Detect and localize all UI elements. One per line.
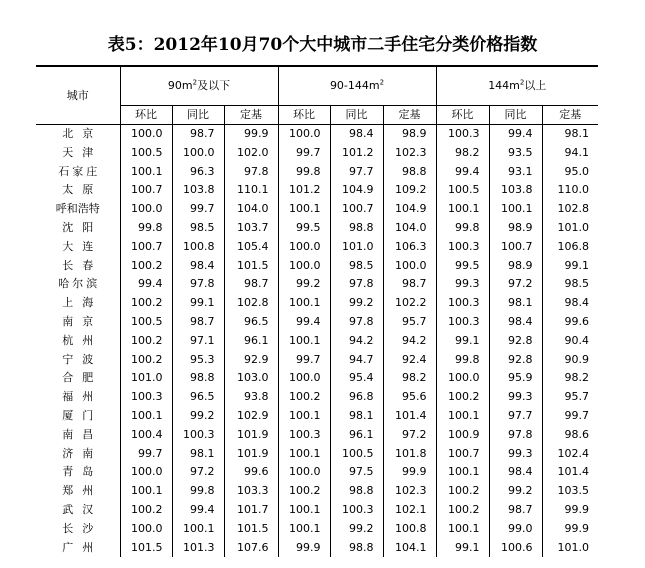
value-cell: 101.5	[120, 539, 172, 558]
value-cell: 98.2	[383, 369, 436, 388]
value-cell: 98.8	[330, 219, 383, 238]
table-row	[36, 313, 598, 332]
value-cell: 99.1	[436, 539, 489, 558]
table-row	[36, 125, 598, 144]
value-cell: 98.9	[383, 125, 436, 144]
value-cell: 104.1	[383, 539, 436, 558]
value-cell: 98.1	[489, 294, 542, 313]
price-index-table	[36, 65, 598, 557]
header-row-groups	[36, 66, 598, 106]
city-cell: 大连	[62, 239, 103, 253]
value-cell: 95.7	[383, 313, 436, 332]
table-row	[36, 501, 598, 520]
value-cell: 99.4	[436, 163, 489, 182]
group-label-pre: 144m	[488, 79, 520, 92]
table-row	[36, 388, 598, 407]
value-cell: 104.0	[383, 219, 436, 238]
table-row	[36, 163, 598, 182]
value-cell: 97.7	[489, 407, 542, 426]
table-row	[36, 144, 598, 163]
value-cell: 100.1	[278, 200, 330, 219]
table-row	[36, 181, 598, 200]
value-cell: 101.5	[224, 520, 278, 539]
value-cell: 99.9	[224, 125, 278, 144]
table-row	[36, 369, 598, 388]
value-cell: 100.0	[120, 200, 172, 219]
value-cell: 98.4	[172, 257, 224, 276]
header-sub-base: 定基	[542, 106, 598, 125]
city-cell: 长春	[62, 258, 103, 272]
value-cell: 100.3	[436, 294, 489, 313]
header-sub-mom: 环比	[278, 106, 330, 125]
value-cell: 97.2	[489, 275, 542, 294]
value-cell: 101.7	[224, 501, 278, 520]
value-cell: 98.5	[330, 257, 383, 276]
header-group-large	[436, 66, 598, 106]
value-cell: 95.6	[383, 388, 436, 407]
value-cell: 100.2	[436, 501, 489, 520]
value-cell: 100.7	[436, 445, 489, 464]
value-cell: 99.4	[278, 313, 330, 332]
value-cell: 90.9	[542, 351, 598, 370]
header-sub-mom: 环比	[436, 106, 489, 125]
city-cell: 合肥	[62, 371, 103, 385]
value-cell: 100.1	[436, 520, 489, 539]
city-cell: 福州	[62, 390, 103, 404]
value-cell: 98.7	[383, 275, 436, 294]
value-cell: 100.9	[436, 426, 489, 445]
header-sub-yoy: 同比	[489, 106, 542, 125]
value-cell: 98.7	[172, 313, 224, 332]
value-cell: 100.1	[278, 407, 330, 426]
value-cell: 110.1	[224, 181, 278, 200]
value-cell: 100.1	[172, 520, 224, 539]
value-cell: 98.1	[542, 125, 598, 144]
value-cell: 100.1	[278, 294, 330, 313]
value-cell: 98.8	[330, 539, 383, 558]
value-cell: 102.8	[542, 200, 598, 219]
value-cell: 100.1	[120, 407, 172, 426]
value-cell: 106.3	[383, 238, 436, 257]
value-cell: 98.9	[489, 219, 542, 238]
table-row	[36, 482, 598, 501]
value-cell: 99.8	[278, 163, 330, 182]
value-cell: 97.7	[330, 163, 383, 182]
value-cell: 100.1	[436, 463, 489, 482]
value-cell: 99.7	[172, 200, 224, 219]
value-cell: 101.4	[542, 463, 598, 482]
value-cell: 100.1	[278, 332, 330, 351]
value-cell: 96.1	[330, 426, 383, 445]
value-cell: 99.3	[436, 275, 489, 294]
value-cell: 102.2	[383, 294, 436, 313]
value-cell: 100.8	[383, 520, 436, 539]
header-row-sub	[36, 106, 598, 125]
city-cell: 石家庄	[58, 164, 101, 178]
value-cell: 104.9	[330, 181, 383, 200]
table-row	[36, 238, 598, 257]
value-cell: 103.7	[224, 219, 278, 238]
value-cell: 100.1	[278, 501, 330, 520]
value-cell: 97.1	[172, 332, 224, 351]
value-cell: 103.8	[489, 181, 542, 200]
value-cell: 101.8	[383, 445, 436, 464]
table-title: 表5：2012年10月70个大中城市二手住宅分类价格指数	[107, 35, 538, 55]
table-row	[36, 445, 598, 464]
value-cell: 99.9	[542, 520, 598, 539]
value-cell: 101.2	[278, 181, 330, 200]
value-cell: 101.0	[120, 369, 172, 388]
city-cell: 济南	[62, 446, 103, 460]
value-cell: 100.0	[383, 257, 436, 276]
group-label-post: 及以下	[197, 79, 231, 92]
table-row	[36, 426, 598, 445]
value-cell: 99.7	[120, 445, 172, 464]
value-cell: 90.4	[542, 332, 598, 351]
header-sub-base: 定基	[224, 106, 278, 125]
group-label-pre: 90-144m	[329, 79, 380, 92]
value-cell: 100.7	[120, 238, 172, 257]
value-cell: 103.8	[172, 181, 224, 200]
value-cell: 98.2	[542, 369, 598, 388]
value-cell: 97.8	[330, 313, 383, 332]
value-cell: 92.4	[383, 351, 436, 370]
value-cell: 95.7	[542, 388, 598, 407]
city-cell: 太原	[62, 183, 103, 197]
value-cell: 99.5	[278, 219, 330, 238]
city-cell: 厦门	[62, 408, 103, 422]
value-cell: 100.8	[172, 238, 224, 257]
city-cell: 北京	[62, 127, 103, 140]
value-cell: 104.9	[383, 200, 436, 219]
value-cell: 96.5	[172, 388, 224, 407]
value-cell: 102.8	[224, 294, 278, 313]
table-row	[36, 463, 598, 482]
header-city: 城市	[36, 66, 120, 125]
value-cell: 94.2	[383, 332, 436, 351]
group-label-sup: 2	[379, 78, 385, 87]
value-cell: 99.2	[278, 275, 330, 294]
value-cell: 100.1	[278, 520, 330, 539]
city-cell: 青岛	[62, 465, 103, 479]
value-cell: 109.2	[383, 181, 436, 200]
value-cell: 101.2	[330, 144, 383, 163]
value-cell: 100.2	[278, 388, 330, 407]
value-cell: 98.4	[489, 463, 542, 482]
value-cell: 99.6	[224, 463, 278, 482]
value-cell: 98.5	[172, 219, 224, 238]
value-cell: 100.0	[120, 463, 172, 482]
value-cell: 100.2	[120, 501, 172, 520]
value-cell: 99.6	[542, 313, 598, 332]
value-cell: 102.9	[224, 407, 278, 426]
value-cell: 100.3	[436, 238, 489, 257]
value-cell: 105.4	[224, 238, 278, 257]
value-cell: 107.6	[224, 539, 278, 558]
value-cell: 101.4	[383, 407, 436, 426]
value-cell: 93.5	[489, 144, 542, 163]
value-cell: 100.0	[172, 144, 224, 163]
value-cell: 98.2	[436, 144, 489, 163]
city-cell: 武汉	[62, 502, 103, 516]
header-sub-yoy: 同比	[172, 106, 224, 125]
city-cell: 沈阳	[62, 220, 103, 234]
value-cell: 100.4	[120, 426, 172, 445]
value-cell: 102.3	[383, 144, 436, 163]
value-cell: 99.1	[436, 332, 489, 351]
value-cell: 94.7	[330, 351, 383, 370]
value-cell: 98.8	[330, 482, 383, 501]
value-cell: 104.0	[224, 200, 278, 219]
header-sub-yoy: 同比	[330, 106, 383, 125]
value-cell: 99.7	[542, 407, 598, 426]
value-cell: 98.9	[489, 257, 542, 276]
value-cell: 99.8	[436, 219, 489, 238]
group-label-sup: 2	[192, 78, 198, 87]
header-group-mid	[278, 66, 436, 106]
value-cell: 100.1	[120, 482, 172, 501]
value-cell: 98.8	[172, 369, 224, 388]
value-cell: 97.8	[330, 275, 383, 294]
header-sub-mom: 环比	[120, 106, 172, 125]
value-cell: 100.0	[120, 125, 172, 144]
value-cell: 92.8	[489, 351, 542, 370]
value-cell: 98.7	[172, 125, 224, 144]
value-cell: 100.0	[278, 463, 330, 482]
group-label-sup: 2	[519, 78, 525, 87]
value-cell: 100.2	[278, 482, 330, 501]
value-cell: 95.9	[489, 369, 542, 388]
value-cell: 99.7	[278, 144, 330, 163]
value-cell: 99.4	[489, 125, 542, 144]
value-cell: 102.3	[383, 482, 436, 501]
city-cell: 杭州	[62, 333, 103, 347]
value-cell: 99.9	[383, 463, 436, 482]
table-row	[36, 520, 598, 539]
value-cell: 100.3	[436, 313, 489, 332]
value-cell: 100.1	[120, 163, 172, 182]
value-cell: 101.0	[542, 539, 598, 558]
value-cell: 98.4	[542, 294, 598, 313]
value-cell: 100.0	[120, 520, 172, 539]
value-cell: 99.8	[436, 351, 489, 370]
value-cell: 98.6	[542, 426, 598, 445]
value-cell: 98.8	[383, 163, 436, 182]
table-row	[36, 407, 598, 426]
city-cell: 长沙	[62, 521, 103, 535]
header-group-small	[120, 66, 278, 106]
table-row	[36, 275, 598, 294]
table-row	[36, 539, 598, 558]
city-cell: 宁波	[62, 352, 103, 366]
value-cell: 100.0	[278, 369, 330, 388]
value-cell: 99.9	[542, 501, 598, 520]
value-cell: 99.8	[120, 219, 172, 238]
value-cell: 98.7	[489, 501, 542, 520]
value-cell: 99.7	[278, 351, 330, 370]
value-cell: 100.0	[278, 125, 330, 144]
value-cell: 99.1	[172, 294, 224, 313]
value-cell: 100.6	[489, 539, 542, 558]
header-sub-base: 定基	[383, 106, 436, 125]
value-cell: 97.8	[224, 163, 278, 182]
value-cell: 100.2	[120, 257, 172, 276]
value-cell: 100.7	[330, 200, 383, 219]
value-cell: 100.3	[330, 501, 383, 520]
table-row	[36, 351, 598, 370]
value-cell: 100.5	[330, 445, 383, 464]
value-cell: 96.5	[224, 313, 278, 332]
value-cell: 95.0	[542, 163, 598, 182]
group-label-post: 以上	[524, 79, 547, 92]
value-cell: 97.8	[489, 426, 542, 445]
table-row	[36, 294, 598, 313]
value-cell: 97.2	[383, 426, 436, 445]
value-cell: 101.3	[172, 539, 224, 558]
value-cell: 100.7	[489, 238, 542, 257]
city-cell: 天津	[62, 145, 103, 159]
value-cell: 100.1	[436, 407, 489, 426]
value-cell: 100.7	[120, 181, 172, 200]
city-cell: 呼和浩特	[55, 202, 100, 216]
city-cell: 郑州	[62, 484, 103, 498]
group-label-pre: 90m	[167, 79, 193, 92]
table-row	[36, 219, 598, 238]
value-cell: 96.1	[224, 332, 278, 351]
value-cell: 100.5	[436, 181, 489, 200]
value-cell: 100.2	[436, 388, 489, 407]
value-cell: 110.0	[542, 181, 598, 200]
value-cell: 101.0	[330, 238, 383, 257]
value-cell: 101.9	[224, 426, 278, 445]
value-cell: 98.4	[489, 313, 542, 332]
value-cell: 94.1	[542, 144, 598, 163]
value-cell: 99.4	[120, 275, 172, 294]
value-cell: 95.4	[330, 369, 383, 388]
value-cell: 97.8	[172, 275, 224, 294]
value-cell: 92.9	[224, 351, 278, 370]
value-cell: 100.1	[489, 200, 542, 219]
value-cell: 100.2	[436, 482, 489, 501]
value-cell: 99.9	[278, 539, 330, 558]
value-cell: 98.4	[330, 125, 383, 144]
value-cell: 100.3	[120, 388, 172, 407]
value-cell: 102.1	[383, 501, 436, 520]
value-cell: 101.9	[224, 445, 278, 464]
value-cell: 99.4	[172, 501, 224, 520]
value-cell: 96.8	[330, 388, 383, 407]
value-cell: 100.0	[278, 238, 330, 257]
value-cell: 103.3	[224, 482, 278, 501]
value-cell: 100.0	[278, 257, 330, 276]
value-cell: 99.0	[489, 520, 542, 539]
value-cell: 100.2	[120, 351, 172, 370]
value-cell: 100.3	[172, 426, 224, 445]
value-cell: 99.1	[542, 257, 598, 276]
value-cell: 95.3	[172, 351, 224, 370]
value-cell: 100.5	[120, 144, 172, 163]
city-cell: 南京	[62, 314, 103, 328]
value-cell: 93.1	[489, 163, 542, 182]
value-cell: 100.2	[120, 332, 172, 351]
value-cell: 100.3	[436, 125, 489, 144]
city-cell: 南昌	[62, 427, 103, 441]
value-cell: 100.3	[278, 426, 330, 445]
value-cell: 98.7	[224, 275, 278, 294]
table-row	[36, 200, 598, 219]
value-cell: 99.8	[172, 482, 224, 501]
value-cell: 100.1	[436, 200, 489, 219]
value-cell: 98.1	[330, 407, 383, 426]
value-cell: 103.0	[224, 369, 278, 388]
value-cell: 98.5	[542, 275, 598, 294]
city-cell: 上海	[62, 296, 103, 310]
value-cell: 99.3	[489, 445, 542, 464]
table-row	[36, 332, 598, 351]
value-cell: 101.0	[542, 219, 598, 238]
value-cell: 97.5	[330, 463, 383, 482]
value-cell: 93.8	[224, 388, 278, 407]
table-row	[36, 257, 598, 276]
value-cell: 102.4	[542, 445, 598, 464]
value-cell: 97.2	[172, 463, 224, 482]
value-cell: 99.5	[436, 257, 489, 276]
value-cell: 100.5	[120, 313, 172, 332]
city-cell: 广州	[62, 540, 103, 554]
value-cell: 99.2	[172, 407, 224, 426]
value-cell: 100.0	[436, 369, 489, 388]
value-cell: 96.3	[172, 163, 224, 182]
value-cell: 92.8	[489, 332, 542, 351]
value-cell: 94.2	[330, 332, 383, 351]
value-cell: 99.2	[489, 482, 542, 501]
value-cell: 100.2	[120, 294, 172, 313]
value-cell: 100.1	[278, 445, 330, 464]
value-cell: 106.8	[542, 238, 598, 257]
city-cell: 哈尔滨	[58, 277, 101, 291]
value-cell: 99.3	[489, 388, 542, 407]
value-cell: 101.5	[224, 257, 278, 276]
value-cell: 99.2	[330, 294, 383, 313]
value-cell: 98.1	[172, 445, 224, 464]
value-cell: 103.5	[542, 482, 598, 501]
value-cell: 99.2	[330, 520, 383, 539]
value-cell: 102.0	[224, 144, 278, 163]
